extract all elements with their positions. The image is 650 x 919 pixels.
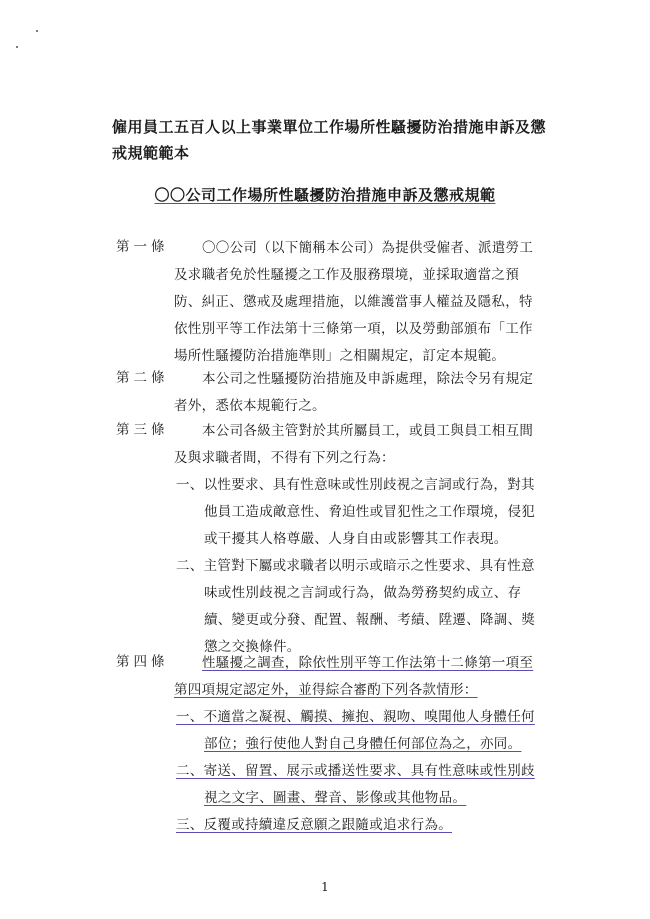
article-body — [174, 235, 556, 370]
article-line: 防、糾正、懲戒及處理措施，以維護當事人權益及隱私，特 — [174, 294, 533, 310]
item-line: 部位；強行使他人對自己身體任何部位為之，亦同。 — [204, 736, 522, 752]
item-line: 三、反覆或持續違反意願之跟隨或追求行為。 — [176, 817, 452, 833]
article-line: 依性別平等工作法第十三條第一項，以及勞動部頒布「工作 — [174, 321, 533, 337]
item-line: 或干擾其人格尊嚴、人身自由或影響其工作表現。 — [204, 531, 508, 547]
article-body-continued — [174, 677, 556, 704]
item-line: 續、變更或分發、配置、報酬、考績、陞遷、降調、獎 — [204, 612, 536, 628]
scan-speck — [36, 30, 38, 32]
article-label: 第二條 — [116, 370, 169, 386]
article-label: 第四條 — [116, 654, 169, 670]
article-item-3 — [176, 812, 556, 839]
article-body — [174, 366, 556, 420]
item-line: 懲之交換條件。 — [204, 639, 301, 655]
article-line: 性騷擾之調查，除依性別平等工作法第十二條第一項至 — [202, 655, 534, 671]
article-item-2 — [176, 553, 556, 661]
document-title: 僱用員工五百人以上事業單位工作場所性騷擾防治措施申訴及懲戒規範範本 — [112, 118, 547, 162]
article-line: 本公司之性騷擾防治措施及申訴處理，除法令另有規定 — [202, 371, 534, 387]
regulation-title: 〇〇公司工作場所性騷擾防治措施申訴及懲戒規範 — [154, 186, 496, 204]
page-number: 1 — [321, 880, 329, 894]
article-item-2 — [176, 758, 556, 812]
item-line: 視之文字、圖畫、聲音、影像或其他物品。 — [204, 790, 467, 806]
item-line: 味或性別歧視之言詞或行為，做為勞務契約成立、存 — [204, 585, 522, 601]
item-line: 他員工造成敵意性、脅迫性或冒犯性之工作環境，侵犯 — [204, 504, 536, 520]
item-line: 二、寄送、留置、展示或播送性要求、具有性意味或性別歧 — [176, 763, 535, 779]
article-line: 及求職者免於性騷擾之工作及服務環境，並採取適當之預 — [174, 267, 519, 283]
article-label: 第一條 — [116, 239, 169, 255]
article-line: 及與求職者間，不得有下列之行為： — [174, 450, 395, 466]
article-body — [174, 650, 556, 677]
article-line: 場所性騷擾防治措施準則」之相關規定，訂定本規範。 — [174, 348, 506, 364]
item-line: 一、以性要求、具有性意味或性別歧視之言詞或行為，對其 — [176, 477, 535, 493]
article-body — [174, 418, 556, 472]
item-line: 二、主管對下屬或求職者以明示或暗示之性要求、具有性意 — [176, 558, 535, 574]
article-line: 第四項規定認定外，並得綜合審酌下列各款情形： — [174, 682, 478, 698]
item-line: 一、不適當之凝視、觸摸、擁抱、親吻、嗅聞他人身體任何 — [176, 709, 535, 725]
article-item-1 — [176, 704, 556, 758]
scan-speck — [16, 46, 18, 48]
article-line: 者外，悉依本規範行之。 — [174, 398, 326, 414]
article-line: 〇〇公司（以下簡稱本公司）為提供受僱者、派遣勞工 — [202, 240, 534, 256]
article-label: 第三條 — [116, 422, 169, 438]
article-item-1 — [176, 472, 556, 553]
article-line: 本公司各級主管對於其所屬員工，或員工與員工相互間 — [202, 423, 534, 439]
